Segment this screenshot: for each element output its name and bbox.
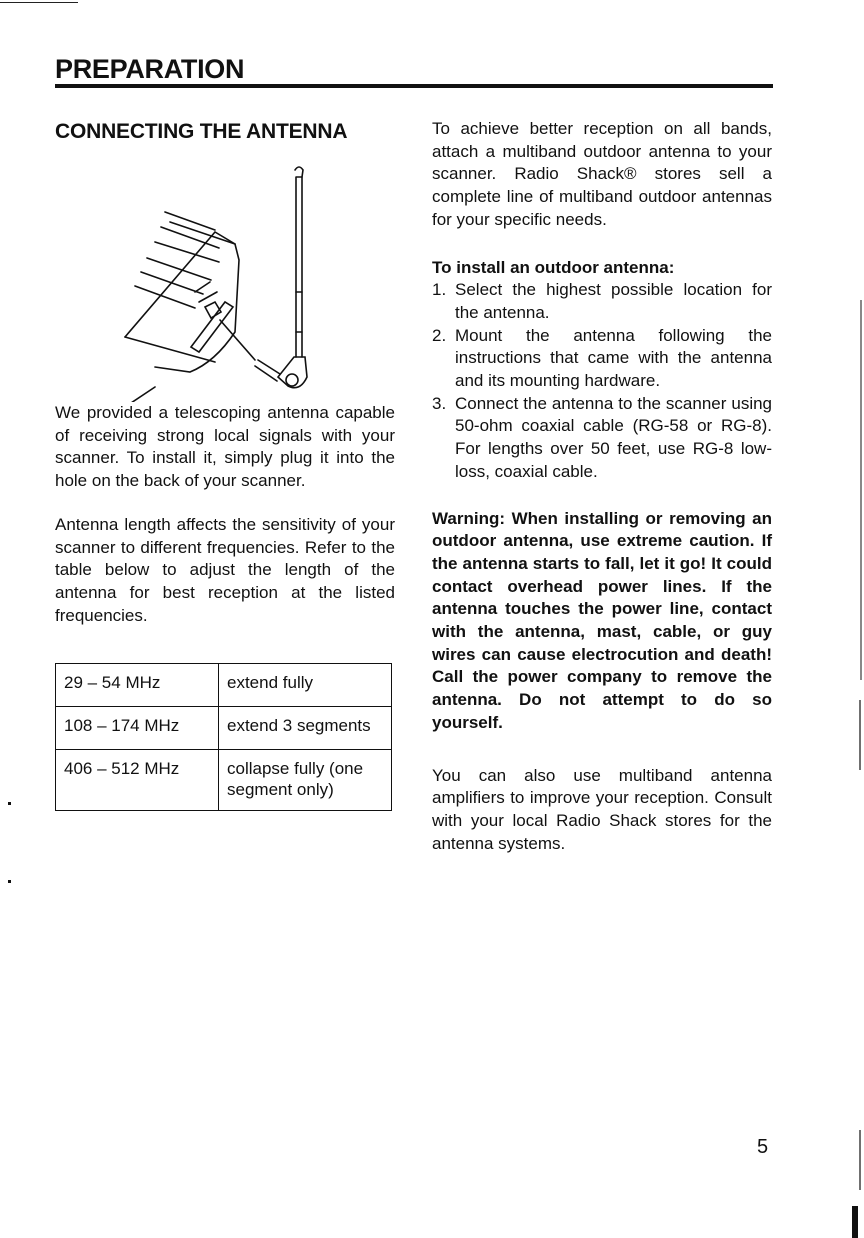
install-instructions-title: To install an outdoor antenna: (432, 257, 675, 277)
table-cell-setting: extend 3 segments (219, 707, 392, 750)
telescoping-antenna-paragraph: We provided a telescoping antenna capable of receiving strong local signals with your scanner. To install it, simply plug it into the hole on the back of your scanner. (55, 403, 395, 491)
step-number: 1. (432, 280, 447, 300)
section-title: PREPARATION (55, 54, 245, 84)
table-cell-range: 29 – 54 MHz (56, 664, 219, 707)
outdoor-antenna-intro: To achieve better reception on all bands, attach a multiband outdoor antenna to your scanner. Radio Shack® stores sell a complete line of multiband outdoor antennas for your specific needs. (432, 119, 772, 229)
header-rule (55, 84, 773, 88)
install-steps-list (432, 279, 772, 483)
top-left-rule (0, 2, 78, 3)
warning-paragraph: Warning: When installing or removing an outdoor antenna, use extreme caution. If the antenna starts to fall, let it go! It could contact overhead power lines. If the antenna touches the power line, contact with the antenna, mast, cable, or guy wires can cause electrocution and death! Call the power company to remove the antenna. Do not attempt to do so yourself. (432, 508, 772, 732)
antenna-length-paragraph: Antenna length affects the sensitivity of your scanner to different frequencies. Refer to the table below to adjust the length of the antenna for best reception at the listed frequencies. (55, 514, 395, 625)
scan-dot (8, 880, 11, 883)
page-number: 5 (757, 1136, 769, 1158)
table-cell-setting: extend fully (219, 664, 392, 707)
right-column (432, 118, 772, 855)
step-text: Mount the antenna following the instructions that came with the antenna and its mounting hardware. (455, 325, 772, 391)
step-text: Connect the antenna to the scanner using 50-ohm coaxial cable (RG-58 or RG-8). For lengths over 50 feet, use RG-8 low-loss, coaxial cable. (455, 393, 772, 481)
list-item (432, 393, 772, 484)
step-text: Select the highest possible location for the antenna. (455, 280, 772, 322)
step-number: 2. (432, 325, 447, 345)
antenna-heading: CONNECTING THE ANTENNA (55, 120, 348, 143)
scan-edge-mark (852, 1206, 858, 1238)
antenna-length-table (55, 663, 392, 811)
table-cell-range: 108 – 174 MHz (56, 707, 219, 750)
left-column (55, 118, 395, 811)
scan-edge-mark (859, 1130, 861, 1190)
list-item (432, 325, 772, 393)
list-item (432, 279, 772, 324)
table-row (56, 707, 392, 750)
scanner-antenna-figure (95, 152, 395, 402)
step-number: 3. (432, 393, 447, 413)
table-cell-setting: collapse fully (one segment only) (219, 750, 392, 811)
scan-dot (8, 802, 11, 805)
table-row (56, 750, 392, 811)
scanner-antenna-icon (95, 152, 395, 402)
amplifier-paragraph: You can also use multiband antenna amplifiers to improve your reception. Consult with your local Radio Shack stores for the antenna systems. (432, 765, 772, 853)
table-cell-range: 406 – 512 MHz (56, 750, 219, 811)
scan-edge-mark (859, 700, 861, 770)
scan-edge-mark (860, 300, 862, 680)
table-row (56, 664, 392, 707)
